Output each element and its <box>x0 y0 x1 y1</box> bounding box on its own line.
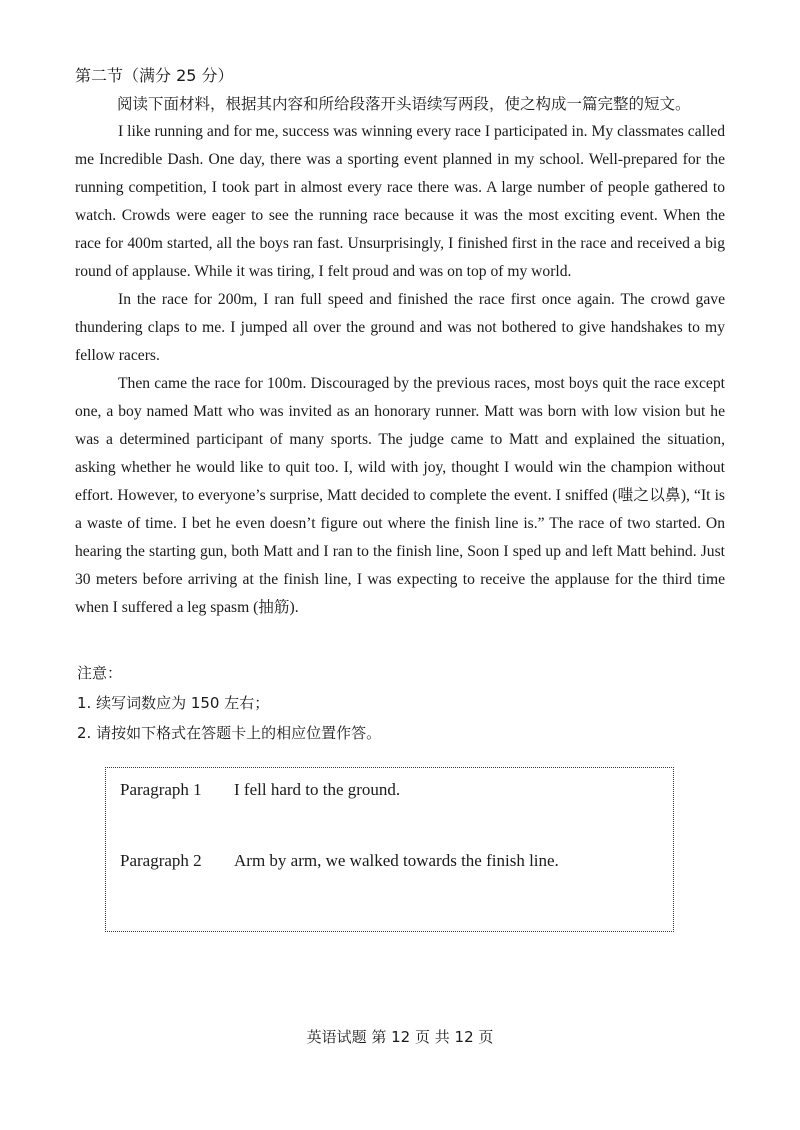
paragraph-2-opening: Arm by arm, we walked towards the finish line. <box>234 851 559 870</box>
page-footer: 英语试题 第 12 页 共 12 页 <box>306 1028 494 1046</box>
reading-passage <box>75 118 725 622</box>
paragraph-1-label: Paragraph 1 <box>120 780 202 799</box>
section-title: 第二节（满分 25 分） <box>75 66 234 85</box>
section-instruction: 阅读下面材料，根据其内容和所给段落开头语续写两段，使之构成一篇完整的短文。 <box>117 95 691 113</box>
paragraph-1-row <box>120 778 400 802</box>
answer-format-box <box>105 767 674 932</box>
passage-paragraph-2: In the race for 200m, I ran full speed and finished the race first once again. The crowd gave thundering claps to me. I jumped all over the ground and was not bothered to give handshakes to my fellow racers. <box>75 291 725 364</box>
passage-paragraph-1: I like running and for me, success was winning every race I participated in. My classmates called me Incredible Dash. One day, there was a sporting event planned in my school. Well-prepared for the running competition, I took part in almost every race there was. A large number of people gathered to watch. Crowds were eager to see the running race because it was the most exciting event. When the race for 400m started, all the boys ran fast. Unsurprisingly, I finished first in the race and received a big round of applause. While it was tiring, I felt proud and was on top of my world. <box>75 123 725 280</box>
note-item-format: 2. 请按如下格式在答题卡上的相应位置作答。 <box>77 724 382 742</box>
paragraph-2-row <box>120 849 559 873</box>
passage-paragraph-3: Then came the race for 100m. Discouraged by the previous races, most boys quit the race except one, a boy named Matt who was invited as an honorary runner. Matt was born with low vision but he was a determined participant of many sports. The judge came to Matt and explained the situation, asking whether he would like to quit too. I, wild with joy, thought I would win the champion without effort. However, to everyone’s surprise, Matt decided to complete the event. I sniffed (嗤之以鼻), “It is a waste of time. I bet he even doesn’t figure out where the finish line is.” The race of two started. On hearing the starting gun, both Matt and I ran to the finish line, Soon I sped up and left Matt behind. Just 30 meters before arriving at the finish line, I was expecting to receive the applause for the third time when I suffered a leg spasm (抽筋). <box>75 375 725 616</box>
paragraph-1-opening: I fell hard to the ground. <box>234 780 401 799</box>
notes-section <box>77 658 381 748</box>
paragraph-2-label: Paragraph 2 <box>120 851 202 870</box>
notes-heading: 注意： <box>77 664 123 682</box>
note-item-word-count: 1. 续写词数应为 150 左右； <box>77 694 270 712</box>
